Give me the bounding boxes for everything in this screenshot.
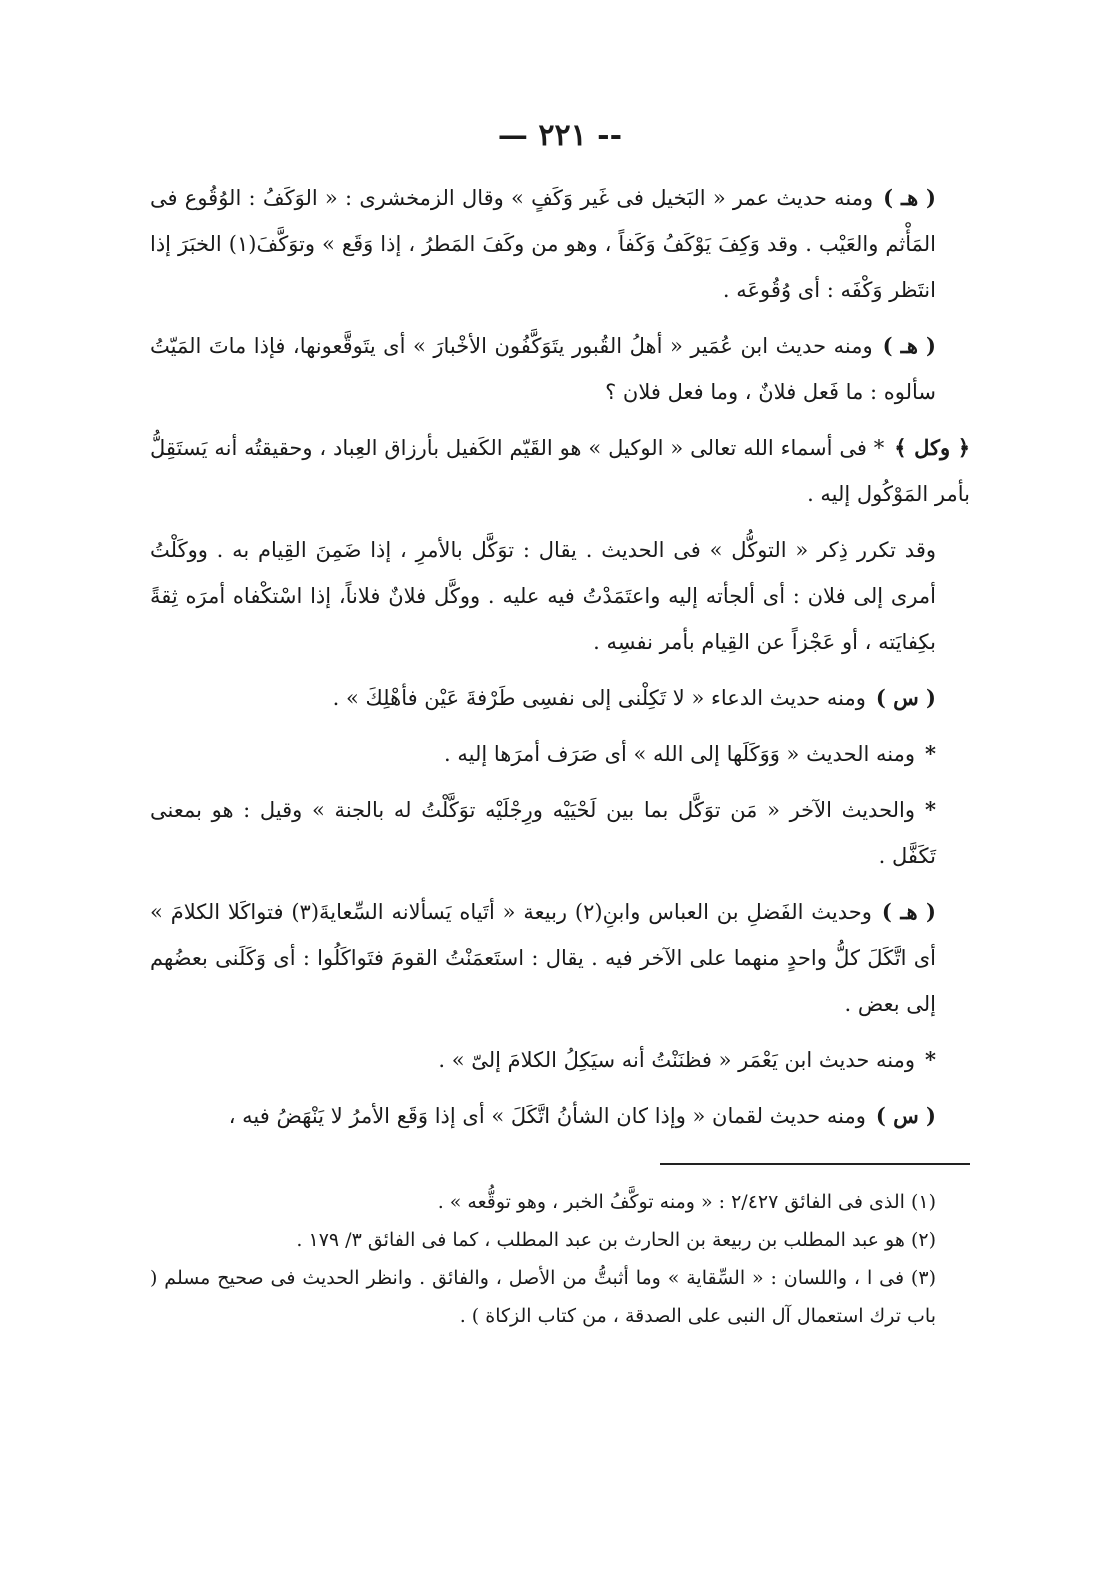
entry-marker: ( س ): [875, 1103, 936, 1128]
footnote: [150, 1183, 970, 1221]
footnote-number: (١): [910, 1191, 936, 1213]
entry-text: وحديث الفَضلِ بن العباس وابنِ(٢) ربيعة « أتَياه يَسألانه السِّعايةَ(٣) فتواكَلا الكلامَ » أى اتَّكَلَ كلُّ واحدٍ منهما على الآخر فيه . يقال : استَعمَنْتُ القومَ فتَواكَلُوا : أى وَكَلَنى بعضُهم إلى بعض .: [150, 900, 936, 1016]
entry-marker: *: [925, 741, 936, 766]
footnote-number: (٣): [910, 1267, 936, 1289]
main-text: [150, 175, 970, 1139]
entry-paragraph: [150, 175, 970, 313]
entry-text: ومنه حديث ابن عُمَير « أهلُ القُبور يتَوَكَّفُون الأخْبارَ » أى يتَوقَّعونها، فإذا ماتَ المَيّتُ سألوه : ما فَعل فلانٌ ، وما فعل فلان ؟: [150, 334, 936, 404]
entry-marker: ( هـ ): [883, 185, 936, 210]
footnote-text: فى ا ، واللسان : « السِّقاية » وما أثبتُّ من الأصل ، والفائق . وانظر الحديث فى صحيح مسلم ( باب ترك استعمال آل النبى على الصدقة ، من كتاب الزكاة ) .: [150, 1267, 936, 1327]
entry-marker: ( هـ ): [881, 899, 936, 924]
footnote: [150, 1259, 970, 1335]
entry-text: والحديث الآخر « مَن توَكَّل بما بين لَحْيَيْه ورِجْلَيْه توَكَّلْتُ له بالجنة » وقيل : هو بمعنى تَكَفَّل .: [150, 798, 936, 868]
entry-paragraph: [150, 1037, 970, 1083]
entry-paragraph: [150, 731, 970, 777]
footnote-number: (٢): [910, 1229, 936, 1251]
entry-text: * فى أسماء الله تعالى « الوكيل » هو القَيّم الكَفيل بأرزاق العِباد ، وحقيقتُه أنه يَستَقِلُّ بأمر المَوْكُول إليه .: [150, 436, 970, 506]
footnote: [150, 1221, 970, 1259]
entry-paragraph: [150, 323, 970, 415]
entry-text: وقد تكرر ذِكر « التوكُّل » فى الحديث . يقال : توَكَّل بالأمرِ ، إذا ضَمِنَ القِيام به . ووكَلْتُ أمرى إلى فلان : أى ألجأته إليه واعتَمَدْتُ فيه عليه . ووكَّل فلانٌ فلاناً، إذا اسْتكْفاه أمرَه ثِقةً بكِفايَته ، أو عَجْزاً عن القِيام بأمر نفسِه .: [150, 538, 936, 654]
entry-paragraph: [150, 1093, 970, 1139]
entry-marker: ( س ): [875, 685, 936, 710]
entry-paragraph: [150, 889, 970, 1027]
footnote-text: الذى فى الفائق ٢/٤٢٧ : « ومنه توكَّفُ الخبر ، وهو توقُّعه » .: [437, 1191, 905, 1213]
entry-text: ومنه حديث ابن يَعْمَر « فظنَنْتُ أنه سيَكِلُ الكلامَ إلىّ » .: [438, 1048, 916, 1072]
entry-paragraph: [150, 787, 970, 879]
book-page: [150, 118, 970, 1335]
entry-marker: *: [925, 797, 936, 822]
entry-marker: ( هـ ): [882, 333, 936, 358]
root-heading: ﴿ وكل ﴾: [894, 435, 970, 460]
entry-paragraph: [150, 425, 970, 517]
footnote-divider: [660, 1163, 970, 1165]
entry-text: ومنه حديث لقمان « وإذا كان الشأنُ اتَّكَلَ » أى إذا وَقَع الأمرُ لا يَنْهَضُ فيه ،: [228, 1104, 866, 1128]
page-number: — ٢٢١ --: [497, 118, 623, 153]
entry-text: ومنه حديث الدعاء « لا تَكِلْنى إلى نفسِى طَرْفةَ عَيْن فأهْلِكَ » .: [332, 686, 866, 710]
entry-text: ومنه الحديث « وَوَكَلَها إلى الله » أى صَرَف أمرَها إليه .: [444, 742, 916, 766]
footnotes: [150, 1183, 970, 1335]
footnote-text: هو عبد المطلب بن ربيعة بن الحارث بن عبد المطلب ، كما فى الفائق ٣/ ١٧٩ .: [296, 1229, 905, 1251]
entry-paragraph: [150, 675, 970, 721]
entry-paragraph: [150, 527, 970, 665]
entry-marker: *: [925, 1047, 936, 1072]
entry-text: ومنه حديث عمر « البَخيل فى غَير وَكَفٍ » وقال الزمخشرى : « الوَكَفُ : الوُقُوع فى المَأْثم والعَيْب . وقد وَكِفَ يَوْكَفُ وَكَفاً ، وهو من وكَفَ المَطرُ ، إذا وَقَع » وتوَكَّفَ(١) الخبَرَ إذا انتَظر وَكْفَه : أى وُقُوعَه .: [150, 186, 936, 302]
